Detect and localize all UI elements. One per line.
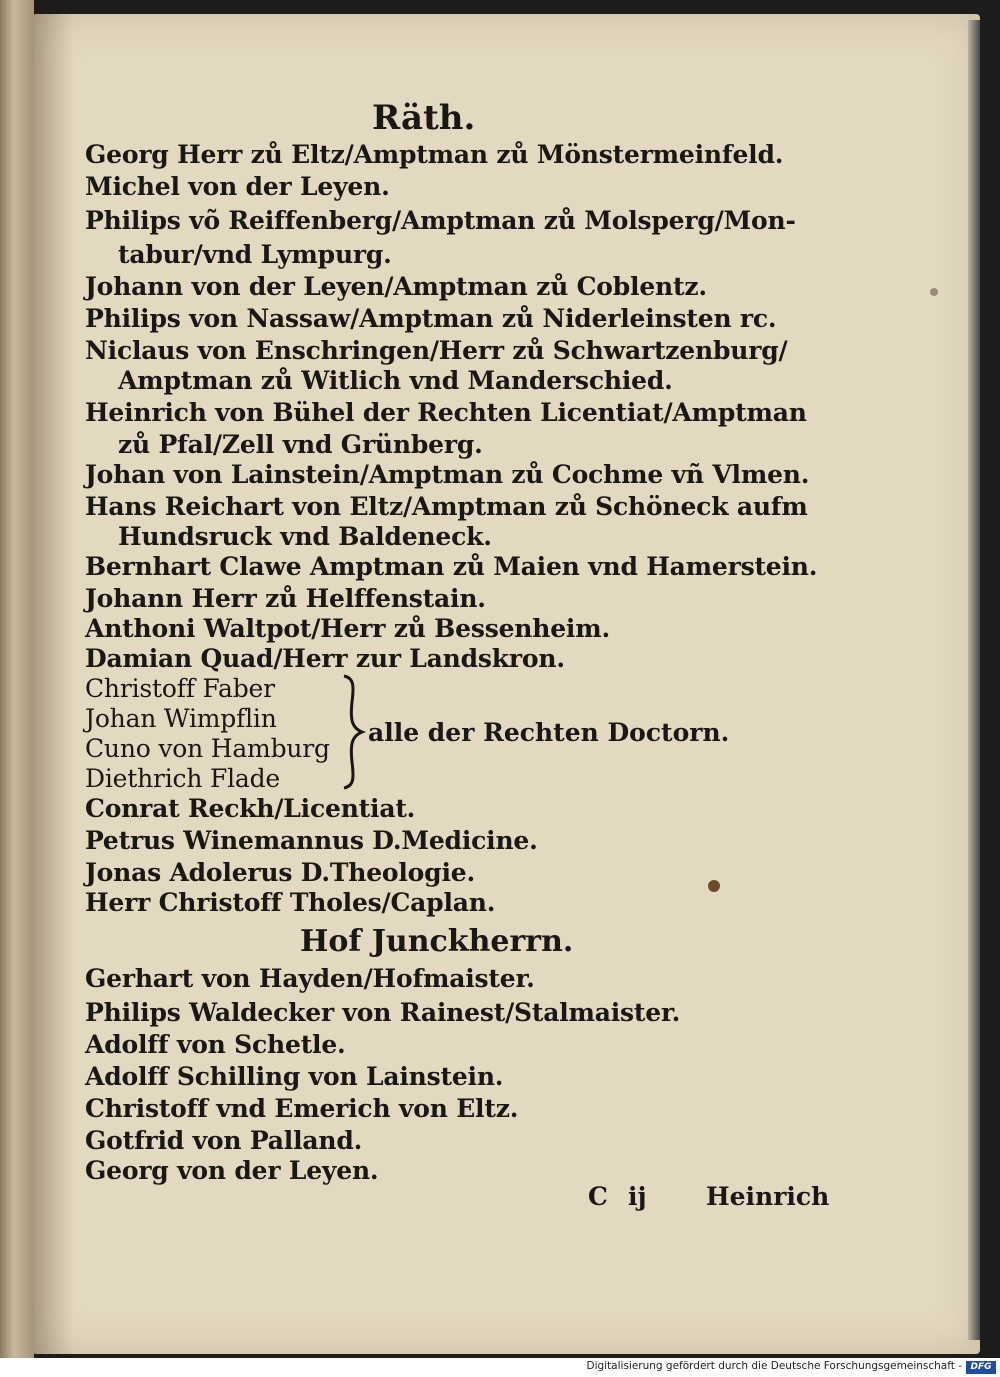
text-line: Heinrich von Bühel der Rechten Licentiat/Amptman bbox=[85, 398, 807, 427]
text-line: Michel von der Leyen. bbox=[85, 172, 390, 201]
text-line: Philips Waldecker von Rainest/Stalmaister. bbox=[85, 998, 681, 1027]
text-line: Bernhart Clawe Amptman zů Maien vnd Hamerstein. bbox=[85, 552, 818, 581]
signature-catchword-line bbox=[588, 1182, 828, 1218]
page-gutter-shadow bbox=[34, 14, 74, 1354]
text-line: Johan von Lainstein/Amptman zů Cochme vñ Vlmen. bbox=[85, 460, 810, 489]
doctors-note: alle der Rechten Doctorn. bbox=[368, 718, 730, 747]
text-line: Petrus Winemannus D.Medicine. bbox=[85, 826, 538, 855]
text-line: zů Pfal/Zell vnd Grünberg. bbox=[118, 430, 483, 459]
text-line: Herr Christoff Tholes/Caplan. bbox=[85, 888, 496, 917]
text-line: Johann Herr zů Helffenstain. bbox=[85, 584, 486, 613]
catchword: Heinrich bbox=[706, 1182, 830, 1211]
text-line: Hundsruck vnd Baldeneck. bbox=[118, 522, 492, 551]
doctor-name: Diethrich Flade bbox=[85, 764, 281, 793]
page-blemish bbox=[930, 288, 938, 296]
text-line: Jonas Adolerus D.Theologie. bbox=[85, 858, 475, 887]
text-line: Hans Reichart von Eltz/Amptman zů Schöneck aufm bbox=[85, 492, 808, 521]
signature-mark: C bbox=[588, 1182, 608, 1211]
text-line: Adolff von Schetle. bbox=[85, 1030, 346, 1059]
ink-spot bbox=[708, 880, 720, 892]
text-line: Gotfrid von Palland. bbox=[85, 1126, 363, 1155]
text-line: Georg von der Leyen. bbox=[85, 1156, 379, 1185]
text-line: Philips võ Reiffenberg/Amptman zů Molsperg/Mon- bbox=[85, 206, 796, 235]
text-line: Georg Herr zů Eltz/Amptman zů Mönstermeinfeld. bbox=[85, 140, 784, 169]
heading-hof-junckherrn: Hof Junckherrn. bbox=[300, 924, 574, 959]
previous-page-edge bbox=[0, 0, 34, 1358]
text-line: Johann von der Leyen/Amptman zů Coblentz. bbox=[85, 272, 707, 301]
text-line: Christoff vnd Emerich von Eltz. bbox=[85, 1094, 519, 1123]
text-line: Conrat Reckh/Licentiat. bbox=[85, 794, 416, 823]
signature-number: ij bbox=[628, 1182, 647, 1211]
text-line: Damian Quad/Herr zur Landskron. bbox=[85, 644, 565, 673]
text-line: Niclaus von Enschringen/Herr zů Schwartzenburg/ bbox=[85, 336, 788, 365]
text-line: Adolff Schilling von Lainstein. bbox=[85, 1062, 504, 1091]
text-line: Philips von Nassaw/Amptman zů Niderleinsten rc. bbox=[85, 304, 777, 333]
dfg-logo: DFG bbox=[966, 1361, 996, 1374]
doctor-name: Johan Wimpflin bbox=[85, 704, 277, 733]
text-line: Anthoni Waltpot/Herr zů Bessenheim. bbox=[85, 614, 610, 643]
text-line: tabur/vnd Lympurg. bbox=[118, 240, 392, 269]
footer-bar bbox=[0, 1358, 1000, 1377]
doctor-name: Christoff Faber bbox=[85, 674, 275, 703]
page-right-edge bbox=[968, 20, 980, 1340]
doctor-name: Cuno von Hamburg bbox=[85, 734, 330, 763]
footer-credit: Digitalisierung gefördert durch die Deutsche Forschungsgemeinschaft - bbox=[586, 1360, 962, 1372]
text-line: Gerhart von Hayden/Hofmaister. bbox=[85, 964, 535, 993]
heading-rath: Räth. bbox=[372, 98, 476, 138]
curly-brace bbox=[338, 672, 368, 792]
text-line: Amptman zů Witlich vnd Manderschied. bbox=[118, 366, 673, 395]
